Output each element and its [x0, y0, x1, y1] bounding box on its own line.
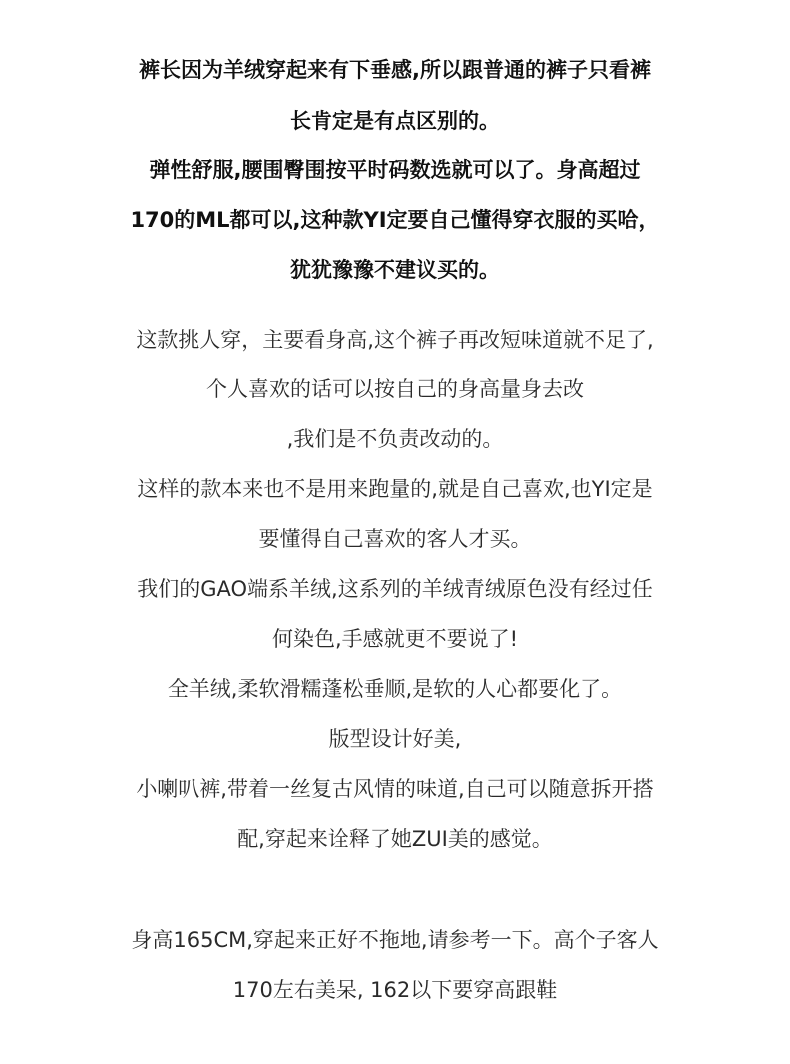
bold-line-2: 长肯定是有点区别的。	[290, 109, 500, 133]
text-line-3: ,我们是不负责改动的。	[286, 427, 504, 451]
text-line-11: 配,穿起来诠释了她ZUI美的感觉。	[237, 827, 553, 851]
text-line-4: 这样的款本来也不是用来跑量的,就是自己喜欢,也YI定是	[137, 477, 653, 501]
text-line-6: 我们的GAO端系羊绒,这系列的羊绒青绒原色没有经过任	[137, 577, 653, 601]
bold-line-4: 170的ML都可以,这种款YI定要自己懂得穿衣服的买哈，	[130, 208, 660, 232]
size-note-line-2: 170左右美呆, 162以下要穿高跟鞋	[232, 978, 558, 1002]
text-line-9: 版型设计好美,	[328, 727, 462, 751]
text-line-2: 个人喜欢的话可以按自己的身高量身去改	[206, 377, 584, 401]
bold-line-5: 犹犹豫豫不建议买的。	[290, 258, 500, 282]
text-line-7: 何染色,手感就更不要说了!	[271, 627, 519, 651]
text-line-10: 小喇叭裤,带着一丝复古风情的味道,自己可以随意拆开搭	[136, 777, 654, 801]
text-line-5: 要懂得自己喜欢的客人才买。	[258, 527, 532, 551]
text-line-1: 这款挑人穿，主要看身高,这个裤子再改短味道就不足了,	[136, 328, 654, 352]
bold-line-1: 裤长因为羊绒穿起来有下垂感,所以跟普通的裤子只看裤	[139, 58, 651, 82]
size-note-line-1: 身高165CM,穿起来正好不拖地,请参考一下。高个子客人	[131, 928, 659, 952]
text-line-8: 全羊绒,柔软滑糯蓬松垂顺,是软的人心都要化了。	[167, 677, 623, 701]
bold-line-3: 弹性舒服,腰围臀围按平时码数选就可以了。身高超过	[149, 158, 641, 182]
